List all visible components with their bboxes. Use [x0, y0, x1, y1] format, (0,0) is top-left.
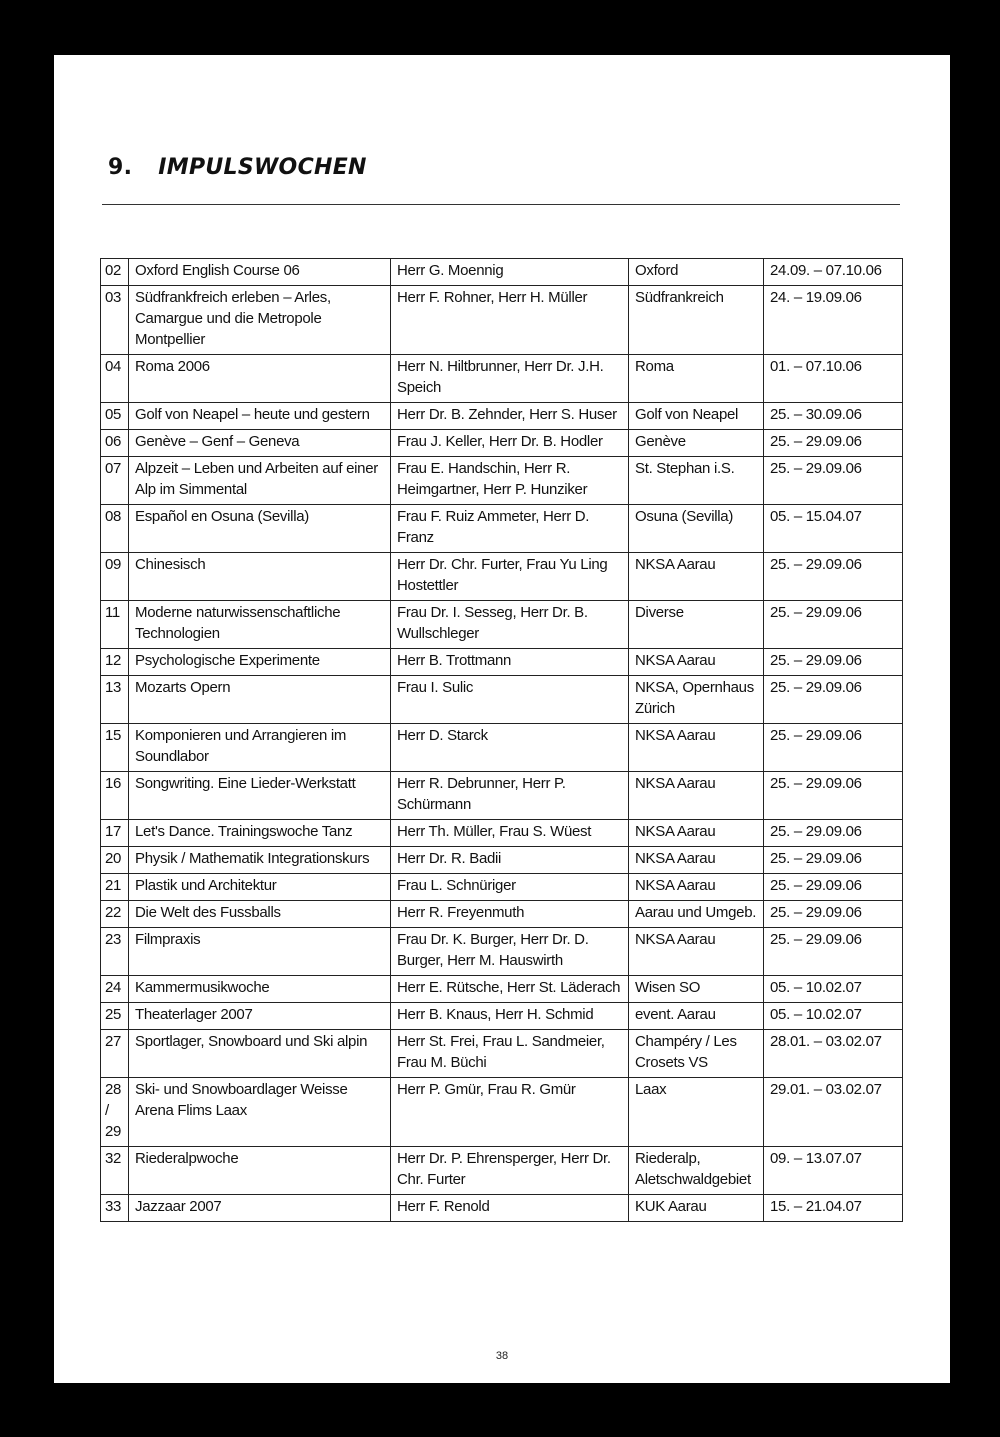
table-row	[101, 355, 903, 403]
table-row	[101, 928, 903, 976]
table-row	[101, 976, 903, 1003]
course-rows	[101, 259, 903, 1222]
course-leaders: Frau Dr. K. Burger, Herr Dr. D. Burger, Herr M. Hauswirth	[391, 928, 629, 976]
course-leaders: Frau J. Keller, Herr Dr. B. Hodler	[391, 430, 629, 457]
section-title: IMPULSWOCHEN	[158, 155, 367, 180]
course-leaders: Frau I. Sulic	[391, 676, 629, 724]
course-location: NKSA Aarau	[629, 928, 764, 976]
course-title: Psychologische Experimente	[129, 649, 391, 676]
course-title: Jazzaar 2007	[129, 1195, 391, 1222]
course-number: 32	[101, 1147, 129, 1195]
table-row	[101, 457, 903, 505]
course-title: Theaterlager 2007	[129, 1003, 391, 1030]
course-leaders: Herr D. Starck	[391, 724, 629, 772]
course-leaders: Herr B. Knaus, Herr H. Schmid	[391, 1003, 629, 1030]
course-number: 25	[101, 1003, 129, 1030]
course-leaders: Herr Th. Müller, Frau S. Wüest	[391, 820, 629, 847]
course-leaders: Herr Dr. P. Ehrensperger, Herr Dr. Chr. Furter	[391, 1147, 629, 1195]
course-location: NKSA Aarau	[629, 649, 764, 676]
heading-rule	[102, 204, 900, 205]
course-location: NKSA Aarau	[629, 553, 764, 601]
course-title: Riederalpwoche	[129, 1147, 391, 1195]
course-dates: 25. – 29.09.06	[764, 928, 903, 976]
course-location: NKSA, Opernhaus Zürich	[629, 676, 764, 724]
section-heading	[108, 155, 367, 180]
course-dates: 25. – 29.09.06	[764, 676, 903, 724]
course-location: Genève	[629, 430, 764, 457]
page-number: 38	[495, 1350, 509, 1362]
course-leaders: Herr Dr. Chr. Furter, Frau Yu Ling Hostettler	[391, 553, 629, 601]
course-dates: 25. – 29.09.06	[764, 901, 903, 928]
course-number: 04	[101, 355, 129, 403]
course-location: Südfrankreich	[629, 286, 764, 355]
table-row	[101, 772, 903, 820]
course-dates: 25. – 29.09.06	[764, 649, 903, 676]
course-leaders: Herr Dr. B. Zehnder, Herr S. Huser	[391, 403, 629, 430]
table-row	[101, 1147, 903, 1195]
course-leaders: Herr F. Renold	[391, 1195, 629, 1222]
table-row	[101, 847, 903, 874]
course-title: Südfrankfreich erleben – Arles, Camargue und die Metropole Montpellier	[129, 286, 391, 355]
course-location: Golf von Neapel	[629, 403, 764, 430]
course-leaders: Herr E. Rütsche, Herr St. Läderach	[391, 976, 629, 1003]
course-number: 13	[101, 676, 129, 724]
course-title: Mozarts Opern	[129, 676, 391, 724]
course-title: Español en Osuna (Sevilla)	[129, 505, 391, 553]
course-number: 17	[101, 820, 129, 847]
course-title: Filmpraxis	[129, 928, 391, 976]
course-title: Moderne naturwissenschaftliche Technologien	[129, 601, 391, 649]
course-location: Champéry / Les Crosets VS	[629, 1030, 764, 1078]
course-title: Chinesisch	[129, 553, 391, 601]
course-number: 02	[101, 259, 129, 286]
course-number: 06	[101, 430, 129, 457]
table-row	[101, 553, 903, 601]
table-row	[101, 286, 903, 355]
course-number: 15	[101, 724, 129, 772]
table-row	[101, 601, 903, 649]
course-dates: 25. – 29.09.06	[764, 430, 903, 457]
course-number: 27	[101, 1030, 129, 1078]
course-leaders: Frau F. Ruiz Ammeter, Herr D. Franz	[391, 505, 629, 553]
course-location: Oxford	[629, 259, 764, 286]
course-leaders: Herr N. Hiltbrunner, Herr Dr. J.H. Speich	[391, 355, 629, 403]
course-location: Wisen SO	[629, 976, 764, 1003]
course-title: Physik / Mathematik Integrationskurs	[129, 847, 391, 874]
table-row	[101, 259, 903, 286]
course-location: NKSA Aarau	[629, 847, 764, 874]
table-row	[101, 1003, 903, 1030]
course-dates: 09. – 13.07.07	[764, 1147, 903, 1195]
course-number: 24	[101, 976, 129, 1003]
course-dates: 25. – 29.09.06	[764, 874, 903, 901]
course-dates: 25. – 30.09.06	[764, 403, 903, 430]
course-dates: 25. – 29.09.06	[764, 772, 903, 820]
course-title: Die Welt des Fussballs	[129, 901, 391, 928]
course-leaders: Herr B. Trottmann	[391, 649, 629, 676]
course-dates: 24.09. – 07.10.06	[764, 259, 903, 286]
course-dates: 25. – 29.09.06	[764, 847, 903, 874]
impulswochen-table	[100, 258, 903, 1222]
course-number: 12	[101, 649, 129, 676]
course-number: 16	[101, 772, 129, 820]
table-row	[101, 1030, 903, 1078]
course-title: Kammermusikwoche	[129, 976, 391, 1003]
course-title: Plastik und Architektur	[129, 874, 391, 901]
course-dates: 25. – 29.09.06	[764, 457, 903, 505]
course-leaders: Frau E. Handschin, Herr R. Heimgartner, Herr P. Hunziker	[391, 457, 629, 505]
course-number: 21	[101, 874, 129, 901]
course-location: Aarau und Umgeb.	[629, 901, 764, 928]
course-dates: 25. – 29.09.06	[764, 553, 903, 601]
section-number: 9.	[108, 155, 133, 180]
course-number: 33	[101, 1195, 129, 1222]
course-number: 09	[101, 553, 129, 601]
course-dates: 05. – 10.02.07	[764, 976, 903, 1003]
course-location: KUK Aarau	[629, 1195, 764, 1222]
document-page	[54, 55, 950, 1383]
table-row	[101, 676, 903, 724]
course-title: Sportlager, Snowboard und Ski alpin	[129, 1030, 391, 1078]
table-row	[101, 1078, 903, 1147]
course-dates: 28.01. – 03.02.07	[764, 1030, 903, 1078]
course-dates: 05. – 10.02.07	[764, 1003, 903, 1030]
table-row	[101, 874, 903, 901]
course-title: Genève – Genf – Geneva	[129, 430, 391, 457]
course-location: Laax	[629, 1078, 764, 1147]
course-title: Komponieren und Arrangieren im Soundlabor	[129, 724, 391, 772]
course-dates: 05. – 15.04.07	[764, 505, 903, 553]
course-dates: 15. – 21.04.07	[764, 1195, 903, 1222]
course-title: Alpzeit – Leben und Arbeiten auf einer Alp im Simmental	[129, 457, 391, 505]
course-dates: 25. – 29.09.06	[764, 724, 903, 772]
course-number: 22	[101, 901, 129, 928]
course-location: NKSA Aarau	[629, 772, 764, 820]
course-number: 08	[101, 505, 129, 553]
course-number: 05	[101, 403, 129, 430]
table-row	[101, 430, 903, 457]
course-title: Ski- und Snowboardlager Weisse Arena Flims Laax	[129, 1078, 391, 1147]
course-location: Riederalp, Aletschwaldgebiet	[629, 1147, 764, 1195]
course-leaders: Herr P. Gmür, Frau R. Gmür	[391, 1078, 629, 1147]
course-location: event. Aarau	[629, 1003, 764, 1030]
course-leaders: Frau L. Schnüriger	[391, 874, 629, 901]
course-number: 20	[101, 847, 129, 874]
course-title: Let's Dance. Trainingswoche Tanz	[129, 820, 391, 847]
course-title: Songwriting. Eine Lieder-Werkstatt	[129, 772, 391, 820]
course-location: Osuna (Sevilla)	[629, 505, 764, 553]
course-number: 23	[101, 928, 129, 976]
course-title: Golf von Neapel – heute und gestern	[129, 403, 391, 430]
course-location: NKSA Aarau	[629, 820, 764, 847]
course-location: NKSA Aarau	[629, 724, 764, 772]
course-leaders: Herr St. Frei, Frau L. Sandmeier, Frau M. Büchi	[391, 1030, 629, 1078]
table-row	[101, 403, 903, 430]
table-row	[101, 505, 903, 553]
course-number: 28 / 29	[101, 1078, 129, 1147]
course-leaders: Herr F. Rohner, Herr H. Müller	[391, 286, 629, 355]
course-number: 11	[101, 601, 129, 649]
course-leaders: Herr G. Moennig	[391, 259, 629, 286]
course-location: St. Stephan i.S.	[629, 457, 764, 505]
course-dates: 25. – 29.09.06	[764, 601, 903, 649]
course-title: Roma 2006	[129, 355, 391, 403]
course-location: Diverse	[629, 601, 764, 649]
course-location: Roma	[629, 355, 764, 403]
course-leaders: Frau Dr. I. Sesseg, Herr Dr. B. Wullschleger	[391, 601, 629, 649]
table-row	[101, 724, 903, 772]
table-row	[101, 1195, 903, 1222]
course-leaders: Herr Dr. R. Badii	[391, 847, 629, 874]
course-dates: 01. – 07.10.06	[764, 355, 903, 403]
course-location: NKSA Aarau	[629, 874, 764, 901]
course-title: Oxford English Course 06	[129, 259, 391, 286]
course-leaders: Herr R. Freyenmuth	[391, 901, 629, 928]
table-row	[101, 649, 903, 676]
course-leaders: Herr R. Debrunner, Herr P. Schürmann	[391, 772, 629, 820]
table-row	[101, 901, 903, 928]
course-number: 07	[101, 457, 129, 505]
course-number: 03	[101, 286, 129, 355]
table-row	[101, 820, 903, 847]
course-dates: 29.01. – 03.02.07	[764, 1078, 903, 1147]
course-dates: 24. – 19.09.06	[764, 286, 903, 355]
course-dates: 25. – 29.09.06	[764, 820, 903, 847]
